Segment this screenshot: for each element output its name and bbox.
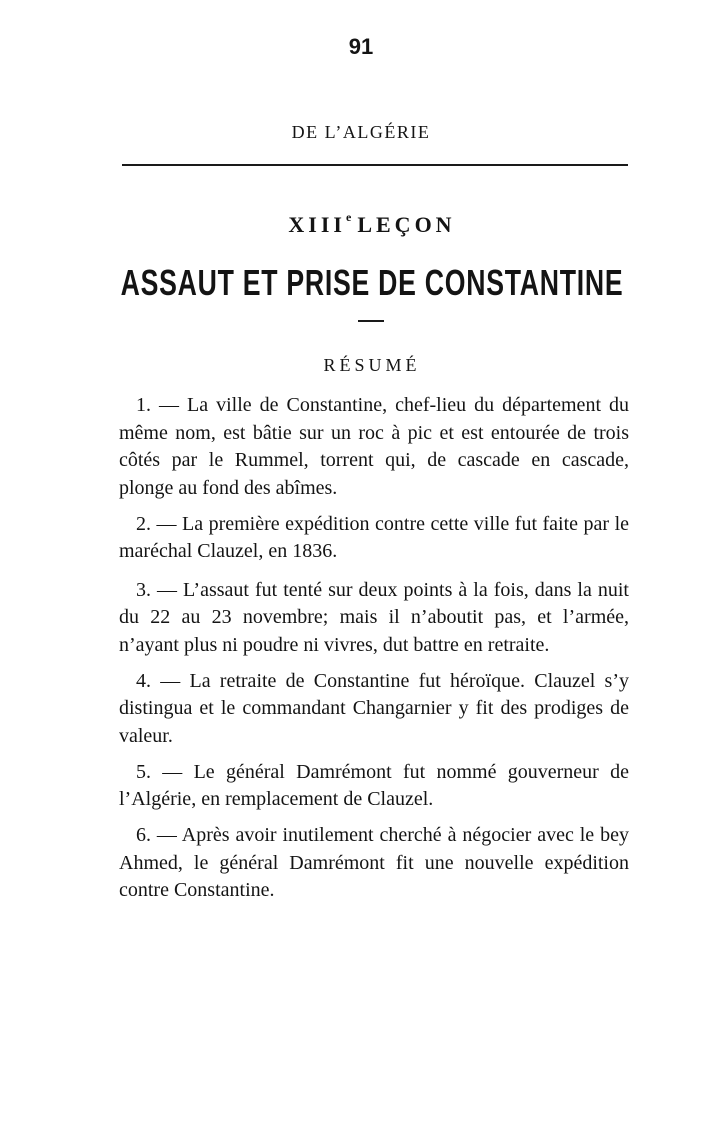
summary-body (119, 392, 629, 913)
title-divider (358, 320, 384, 322)
lesson-number: XIII (288, 212, 346, 237)
running-head: DE L’ALGÉRIE (291, 122, 431, 142)
lesson-word: LEÇON (357, 212, 456, 237)
summary-paragraph-5: 5. — Le général Damrémont fut nommé gouverneur de l’Algérie, en remplacement de Clauzel. (119, 760, 629, 810)
summary-paragraph-6: 6. — Après avoir inutilement cherché à négocier avec le bey Ahmed, le général Damrémont fit une nouvelle expédition contre Constantine. (119, 824, 629, 901)
page-number: 91 (348, 34, 374, 59)
header-divider (122, 164, 628, 166)
summary-paragraph-1: 1. — La ville de Constantine, chef-lieu du département du même nom, est bâtie sur un roc à pic et est entourée de trois côtés par le Rummel, torrent qui, de cascade en cascade, plonge au fond des abîmes. (119, 394, 629, 499)
lesson-number-suffix: e (346, 210, 352, 224)
summary-paragraph-4: 4. — La retraite de Constantine fut héroïque. Clauzel s’y distingua et le commandant Changarnier y fit des prodiges de valeur. (119, 669, 629, 747)
summary-heading: RÉSUMÉ (323, 355, 421, 375)
summary-paragraph-3: 3. — L’assaut fut tenté sur deux points à la fois, dans la nuit du 22 au 23 novembre; mais il n’aboutit pas, et l’armée, n’ayant plus ni poudre ni vivres, dut battre en retraite. (119, 578, 629, 656)
summary-paragraph-2: 2. — La première expédition contre cette ville fut faite par le maréchal Clauzel, en 1836. (119, 512, 629, 562)
lesson-heading (0, 212, 722, 238)
chapter-title: ASSAUT ET PRISE DE CONSTANTINE (120, 262, 624, 303)
